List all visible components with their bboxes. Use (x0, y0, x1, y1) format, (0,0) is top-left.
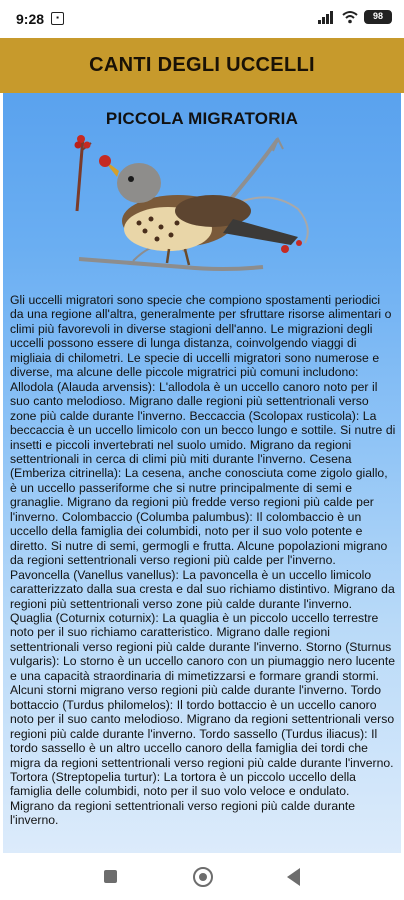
status-icons (318, 10, 392, 24)
notification-icon: ▪ (51, 12, 64, 25)
home-button[interactable] (193, 867, 213, 887)
wifi-icon (342, 10, 358, 24)
app-bar (0, 38, 404, 93)
recents-button[interactable] (104, 870, 117, 883)
navigation-bar (0, 853, 404, 900)
section-title: PICCOLA MIGRATORIA (105, 109, 299, 128)
status-bar (0, 0, 404, 38)
app-title: CANTI DEGLI UCCELLI (89, 54, 315, 76)
back-button[interactable] (287, 868, 300, 886)
battery-icon: 98 (364, 10, 392, 24)
status-time: 9:28 (16, 11, 45, 27)
description-text: Gli uccelli migratori sono specie che compiono spostamenti periodici da una regione all'altra, generalmente per sfruttare risorse alimentari o climi più favorevoli in diverse stagioni dell'anno. Le migrazioni degli uccelli possono essere di lunga distanza, coinvolgendo viaggi di migliaia di chilometri. Le specie di uccelli migratori sono numerose e diverse, ma alcune delle piccole migratrici più comuni includono: Allodola (Alauda arvensis): L'allodola è un uccello canoro noto per il suo canto melodioso. Migrano dalle regioni più settentrionali verso zone più calde durante l'inverno. Beccaccia (Scolopax rusticola): La beccaccia è un uccello limicolo con un becco lungo e sottile. Si nutre di insetti e piccoli invertebrati nel suolo umido. Migrano da regioni settentrionali in cerca di climi più miti durante l'inverno. Cesena (Emberiza citrinella): La cesena, anche conosciuta come zigolo giallo, è un uccello passeriforme che si nutre principalmente di semi e granaglie. Migrano da regioni più fredde verso regioni più calde per l'inverno. Colombaccio (Columba palumbus): Il colombaccio è un uccello della famiglia dei columbidi, noto per il suo volo potente e diretto. Si nutre di semi, germogli e frutta. Alcune popolazioni migrano da regioni settentrionali verso regioni più calde per l'inverno. Pavoncella (Vanellus vanellus): La pavoncella è un uccello limicolo caratterizzato dalla sua cresta e dal suo richiamo distintivo. Migrano da regioni più settentrionali verso zone più calde durante l'inverno. Quaglia (Coturnix coturnix): La quaglia è un piccolo uccello terrestre noto per il suo richiamo caratteristico. Migrano dalle regioni settentrionali verso regioni più calde durante l'inverno. Storno (Sturnus vulgaris): Lo storno è un uccello canoro con un piumaggio nero lucente e una capacità straordinaria di mimetizzarsi e formare grandi stormi. Alcuni storni migrano verso regioni più calde durante l'inverno. Tordo bottaccio (Turdus philomelos): Il tordo bottaccio è un uccello canoro noto per il suo canto melodioso. Migrano da regioni settentrionali verso regioni più calde durante l'inverno. Tordo sassello (Turdus iliacus): Il tordo sassello è un altro uccello canoro della famiglia dei tordi che migra da regioni settentrionali verso regioni più calde durante l'inverno. Tortora (Streptopelia turtur): La tortora è un piccolo uccello della famiglia delle columbidi, noto per il suo volo veloce e ondulato. Migrano da regioni settentrionali verso regioni più calde durante l'inverno. (10, 293, 396, 828)
signal-icon (318, 10, 336, 24)
bird-image (73, 131, 333, 291)
content-area[interactable] (3, 93, 401, 853)
